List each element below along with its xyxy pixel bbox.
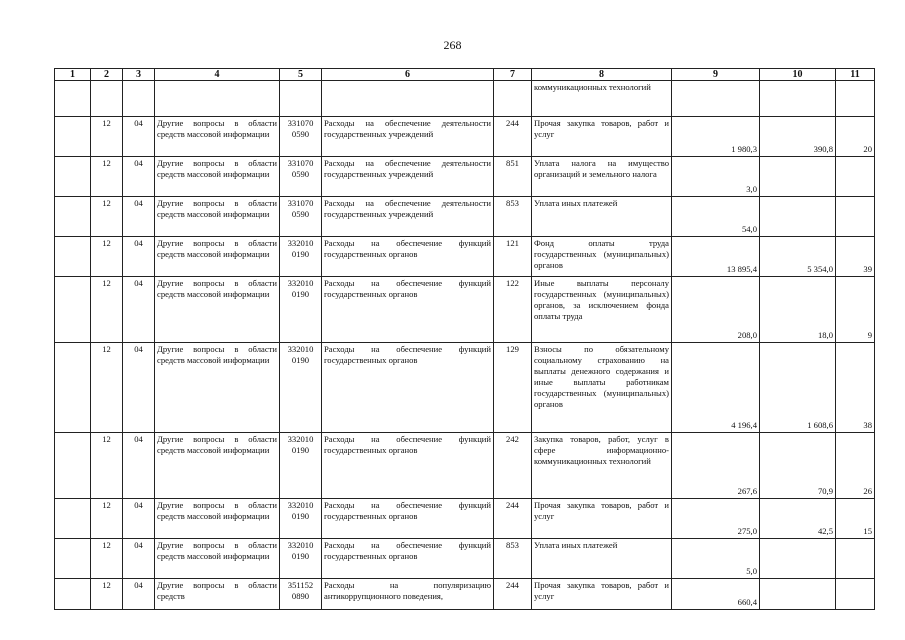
cell-section: 12: [91, 117, 123, 157]
cell-empty: [55, 197, 91, 237]
cell-actual-amount: [760, 157, 836, 197]
cell-subsection-name: Другие вопросы в области средств массовой информации: [155, 237, 280, 277]
cell-actual-amount: [760, 579, 836, 610]
cell-plan-amount: 3,0: [672, 157, 760, 197]
cell-empty: [55, 579, 91, 610]
cell-target-name: Расходы на обеспечение функций государственных органов: [322, 237, 494, 277]
table-row: [55, 237, 875, 277]
cell-plan-amount: 5,0: [672, 539, 760, 579]
cell-plan-amount: 54,0: [672, 197, 760, 237]
cell-expense-type: 853: [494, 539, 532, 579]
cell-expense-type: 122: [494, 277, 532, 343]
cell-actual-amount: 1 608,6: [760, 343, 836, 433]
cell-actual-amount: [760, 197, 836, 237]
cell-target-article: 331070 0590: [280, 157, 322, 197]
cell-percent: [836, 579, 875, 610]
cell-percent: [836, 157, 875, 197]
cell-percent: 9: [836, 277, 875, 343]
table-row: [55, 343, 875, 433]
cell-target-article: 332010 0190: [280, 499, 322, 539]
cell-expense-name: Закупка товаров, работ, услуг в сфере информационно-коммуникационных технологий: [532, 433, 672, 499]
cell-subsection-name: Другие вопросы в области средств массовой информации: [155, 197, 280, 237]
cell-expense-type: 244: [494, 579, 532, 610]
cell-section: 12: [91, 197, 123, 237]
cell-subsection: 04: [123, 343, 155, 433]
column-header-6: 6: [322, 69, 494, 81]
cell-empty: [55, 157, 91, 197]
cell-subsection: 04: [123, 433, 155, 499]
cell-actual-amount: 42,5: [760, 499, 836, 539]
cell-subsection: 04: [123, 277, 155, 343]
cell-target-article: 332010 0190: [280, 433, 322, 499]
cell-expense-type: 244: [494, 117, 532, 157]
cell-expense-name: Уплата налога на имущество организаций и земельного налога: [532, 157, 672, 197]
cell-plan-amount: 275,0: [672, 499, 760, 539]
column-header-8: 8: [532, 69, 672, 81]
cell-section: 12: [91, 539, 123, 579]
column-header-7: 7: [494, 69, 532, 81]
cell-subsection-name: Другие вопросы в области средств массовой информации: [155, 117, 280, 157]
column-header-11: 11: [836, 69, 875, 81]
table-row: [55, 157, 875, 197]
cell-section: 12: [91, 499, 123, 539]
cell-section: 12: [91, 433, 123, 499]
cell-expense-type: 129: [494, 343, 532, 433]
column-header-5: 5: [280, 69, 322, 81]
cell-section: 12: [91, 157, 123, 197]
cell-percent: 26: [836, 433, 875, 499]
table-row: [55, 499, 875, 539]
page-number: 268: [443, 38, 462, 52]
cell-subsection-name: Другие вопросы в области средств массовой информации: [155, 277, 280, 343]
cell-percent: [836, 197, 875, 237]
cell-target-article: 331070 0590: [280, 117, 322, 157]
cell-expense-name: Иные выплаты персоналу государственных (муниципальных) органов, за исключением фонда оплаты труда: [532, 277, 672, 343]
cell-actual-amount: 70,9: [760, 433, 836, 499]
cell-expense-type: 853: [494, 197, 532, 237]
column-header-4: 4: [155, 69, 280, 81]
cell-expense-type: 121: [494, 237, 532, 277]
cell-target-name: Расходы на обеспечение деятельности государственных учреждений: [322, 197, 494, 237]
cell-section: 12: [91, 343, 123, 433]
cell-target-name: Расходы на обеспечение функций государственных органов: [322, 277, 494, 343]
cell-expense-name: Прочая закупка товаров, работ и услуг: [532, 579, 672, 610]
cell-target-article: 351152 0890: [280, 579, 322, 610]
cell-target-name: Расходы на обеспечение деятельности государственных учреждений: [322, 157, 494, 197]
cell-actual-amount: 18,0: [760, 277, 836, 343]
cell-empty: [55, 433, 91, 499]
cell-target-article: 332010 0190: [280, 539, 322, 579]
cell-empty: [55, 237, 91, 277]
cell-subsection-name: Другие вопросы в области средств: [155, 579, 280, 610]
cell-plan-amount: 208,0: [672, 277, 760, 343]
cell-expense-name: Прочая закупка товаров, работ и услуг: [532, 499, 672, 539]
cell-subsection-name: Другие вопросы в области средств массовой информации: [155, 343, 280, 433]
cell-subsection-name: Другие вопросы в области средств массовой информации: [155, 157, 280, 197]
cell-subsection: 04: [123, 197, 155, 237]
table-row: [55, 277, 875, 343]
cell-subsection-name: Другие вопросы в области средств массовой информации: [155, 433, 280, 499]
cell-section: 12: [91, 237, 123, 277]
cell-target-article: 332010 0190: [280, 343, 322, 433]
cell-percent: 39: [836, 237, 875, 277]
cell-plan-amount: 4 196,4: [672, 343, 760, 433]
cell-subsection: 04: [123, 237, 155, 277]
cell-target-name: Расходы на обеспечение функций государственных органов: [322, 343, 494, 433]
cell-percent: 15: [836, 499, 875, 539]
cell-subsection: 04: [123, 117, 155, 157]
cell-subsection: 04: [123, 499, 155, 539]
cell-empty: [55, 117, 91, 157]
cell-target-article: 332010 0190: [280, 277, 322, 343]
cell-target-name: Расходы на обеспечение функций государственных органов: [322, 499, 494, 539]
cell-percent: 38: [836, 343, 875, 433]
cell-expense-name: Уплата иных платежей: [532, 197, 672, 237]
table-row: [55, 117, 875, 157]
cell-subsection-name: Другие вопросы в области средств массовой информации: [155, 499, 280, 539]
cell-expense-type: 851: [494, 157, 532, 197]
cell-expense-name: Фонд оплаты труда государственных (муниципальных) органов: [532, 237, 672, 277]
cell-plan-amount: 267,6: [672, 433, 760, 499]
column-header-1: 1: [55, 69, 91, 81]
cell-plan-amount: 660,4: [672, 579, 760, 610]
cell-expense-name: Прочая закупка товаров, работ и услуг: [532, 117, 672, 157]
table-row-continued: [55, 81, 875, 117]
cell-expense-type: 242: [494, 433, 532, 499]
cell-target-name: Расходы на обеспечение функций государственных органов: [322, 433, 494, 499]
cell-empty: [55, 499, 91, 539]
table-row: [55, 579, 875, 610]
header-row: [55, 69, 875, 81]
cell-target-article: 331070 0590: [280, 197, 322, 237]
cell-expense-name: Взносы по обязательному социальному страхованию на выплаты денежного содержания и иные выплаты работникам государственных (муниципальных) органов: [532, 343, 672, 433]
cell-target-name: Расходы на популяризацию антикоррупционного поведения,: [322, 579, 494, 610]
table-row: [55, 539, 875, 579]
table-row: [55, 197, 875, 237]
cell-empty: [55, 277, 91, 343]
column-header-3: 3: [123, 69, 155, 81]
cell-expense-type: 244: [494, 499, 532, 539]
cell-percent: [836, 539, 875, 579]
column-header-2: 2: [91, 69, 123, 81]
cell-subsection: 04: [123, 157, 155, 197]
cell-actual-amount: 390,8: [760, 117, 836, 157]
cell-plan-amount: 13 895,4: [672, 237, 760, 277]
cell-empty: [55, 539, 91, 579]
cell-target-name: Расходы на обеспечение деятельности государственных учреждений: [322, 117, 494, 157]
cell-actual-amount: [760, 539, 836, 579]
cell-empty: [55, 343, 91, 433]
table-body: [55, 81, 875, 610]
cell-actual-amount: 5 354,0: [760, 237, 836, 277]
cell-target-name: Расходы на обеспечение функций государственных органов: [322, 539, 494, 579]
cell-section: 12: [91, 277, 123, 343]
cell-description: коммуникационных технологий: [532, 81, 672, 117]
column-header-9: 9: [672, 69, 760, 81]
cell-subsection: 04: [123, 579, 155, 610]
cell-subsection-name: Другие вопросы в области средств массовой информации: [155, 539, 280, 579]
cell-section: 12: [91, 579, 123, 610]
cell-subsection: 04: [123, 539, 155, 579]
cell-percent: 20: [836, 117, 875, 157]
table-row: [55, 433, 875, 499]
column-header-10: 10: [760, 69, 836, 81]
budget-table: [54, 68, 875, 610]
cell-plan-amount: 1 980,3: [672, 117, 760, 157]
cell-expense-name: Уплата иных платежей: [532, 539, 672, 579]
cell-target-article: 332010 0190: [280, 237, 322, 277]
